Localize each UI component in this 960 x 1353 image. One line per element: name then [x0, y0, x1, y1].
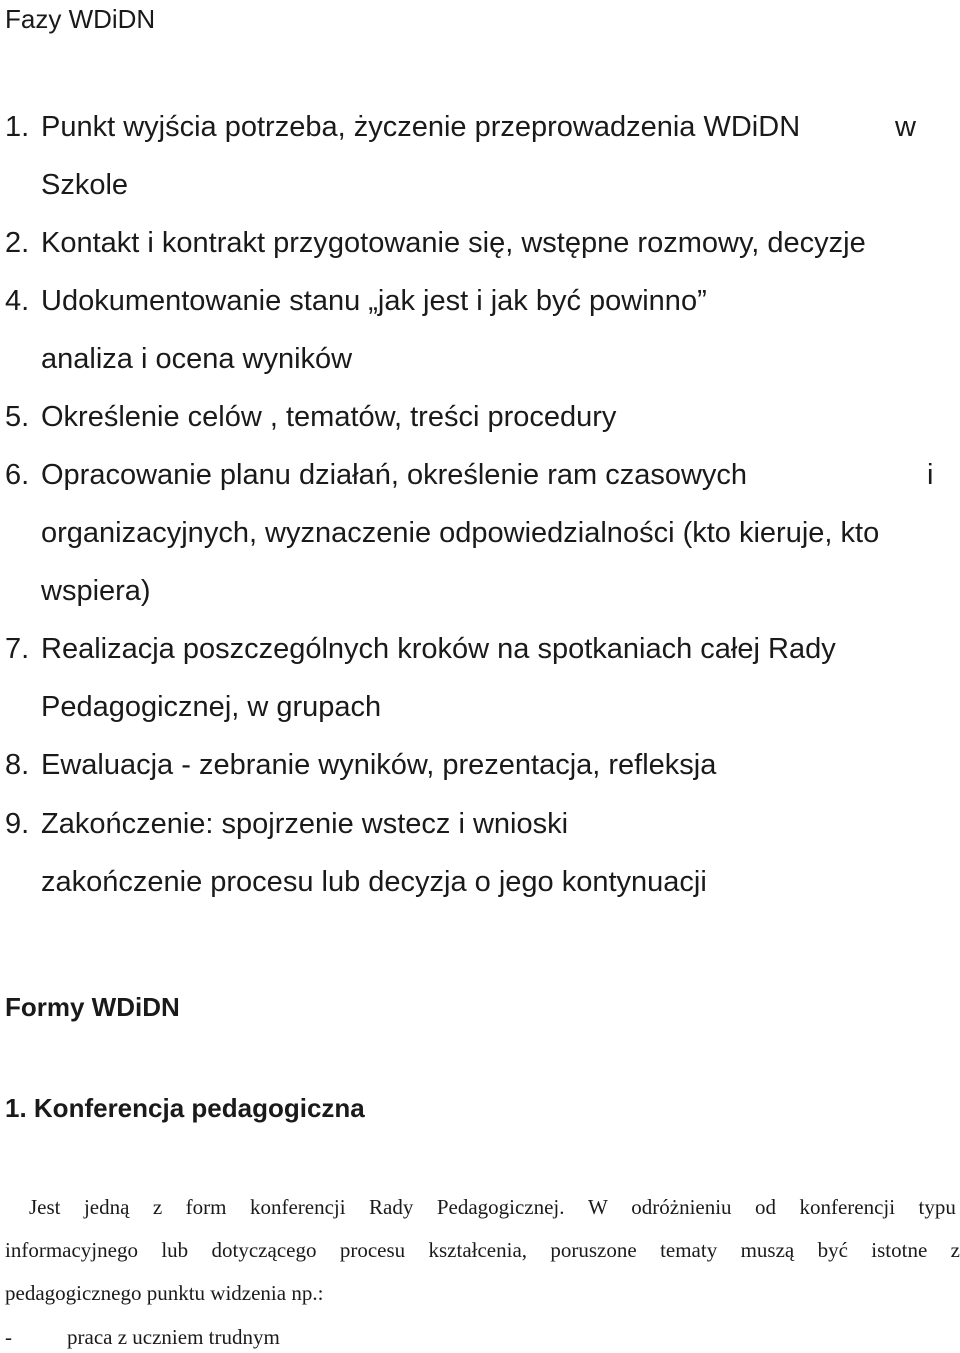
bullet-item-text: praca z uczniem trudnym: [67, 1325, 280, 1349]
list-item-text: Ewaluacja - zebranie wyników, prezentacja, refleksja: [41, 749, 717, 781]
paragraph-word: poruszone: [550, 1238, 637, 1262]
list-item-text: wspiera): [41, 575, 151, 607]
paragraph-word: procesu: [339, 1238, 406, 1262]
paragraph-word: Jest: [29, 1195, 61, 1219]
paragraph-word: typu: [918, 1195, 956, 1219]
list-item-text: Szkole: [41, 169, 129, 201]
paragraph-word: informacyjnego: [5, 1238, 138, 1262]
bullet-dash: -: [5, 1325, 12, 1349]
paragraph-word: istotne: [871, 1238, 928, 1262]
paragraph-word: form: [185, 1195, 227, 1219]
list-number: 6.: [5, 459, 30, 491]
paragraph-word: odróżnieniu: [631, 1195, 732, 1219]
list-number: 2.: [5, 227, 30, 259]
paragraph-word: konferencji: [249, 1195, 346, 1219]
list-item-text: Opracowanie planu działań, określenie ram czasowych: [41, 459, 748, 491]
paragraph-line: pedagogicznego punktu widzenia np.:: [5, 1281, 324, 1305]
list-number: 9.: [5, 808, 30, 840]
paragraph-word: konferencji: [799, 1195, 896, 1219]
paragraph-word: W: [587, 1195, 608, 1219]
list-item-text: zakończenie procesu lub decyzja o jego kontynuacji: [41, 866, 707, 898]
list-item-text: organizacyjnych, wyznaczenie odpowiedzialności (kto kieruje, kto: [41, 517, 880, 549]
list-number: 7.: [5, 633, 30, 665]
list-item-text: Pedagogicznej, w grupach: [41, 691, 382, 723]
list-item-text: w: [895, 111, 916, 143]
list-number: 1.: [5, 111, 30, 143]
paragraph-word: być: [817, 1238, 848, 1262]
list-item-text: i: [927, 459, 934, 491]
list-number: 5.: [5, 401, 30, 433]
subheading-conference: 1. Konferencja pedagogiczna: [5, 1093, 365, 1123]
paragraph-line: [5, 1240, 960, 1261]
paragraph-word: muszą: [740, 1238, 795, 1262]
list-item-text: Kontakt i kontrakt przygotowanie się, wstępne rozmowy, decyzje: [41, 227, 866, 259]
list-item-text: Określenie celów , tematów, treści procedury: [41, 401, 617, 433]
list-item-text: analiza i ocena wyników: [41, 343, 353, 375]
paragraph-word: z: [152, 1195, 163, 1219]
paragraph-word: Rady: [369, 1195, 414, 1219]
paragraph-line: [29, 1197, 956, 1218]
paragraph-word: lub: [161, 1238, 189, 1262]
list-number: 8.: [5, 749, 30, 781]
section-title-phases: Fazy WDiDN: [5, 4, 156, 34]
paragraph-word: od: [755, 1195, 777, 1219]
section-title-forms: Formy WDiDN: [5, 992, 180, 1022]
paragraph-word: kształcenia,: [428, 1238, 528, 1262]
paragraph-word: jedną: [83, 1195, 130, 1219]
paragraph-word: tematy: [660, 1238, 718, 1262]
list-item-text: Udokumentowanie stanu „jak jest i jak być powinno”: [41, 285, 707, 317]
paragraph-word: z: [950, 1238, 960, 1262]
list-item-text: Realizacja poszczególnych kroków na spotkaniach całej Rady: [41, 633, 836, 665]
list-number: 4.: [5, 285, 30, 317]
list-item-text: Zakończenie: spojrzenie wstecz i wnioski: [41, 808, 569, 840]
list-item-text: Punkt wyjścia potrzeba, życzenie przeprowadzenia WDiDN: [41, 111, 801, 143]
paragraph-word: dotyczącego: [211, 1238, 317, 1262]
paragraph-word: Pedagogicznej.: [436, 1195, 565, 1219]
